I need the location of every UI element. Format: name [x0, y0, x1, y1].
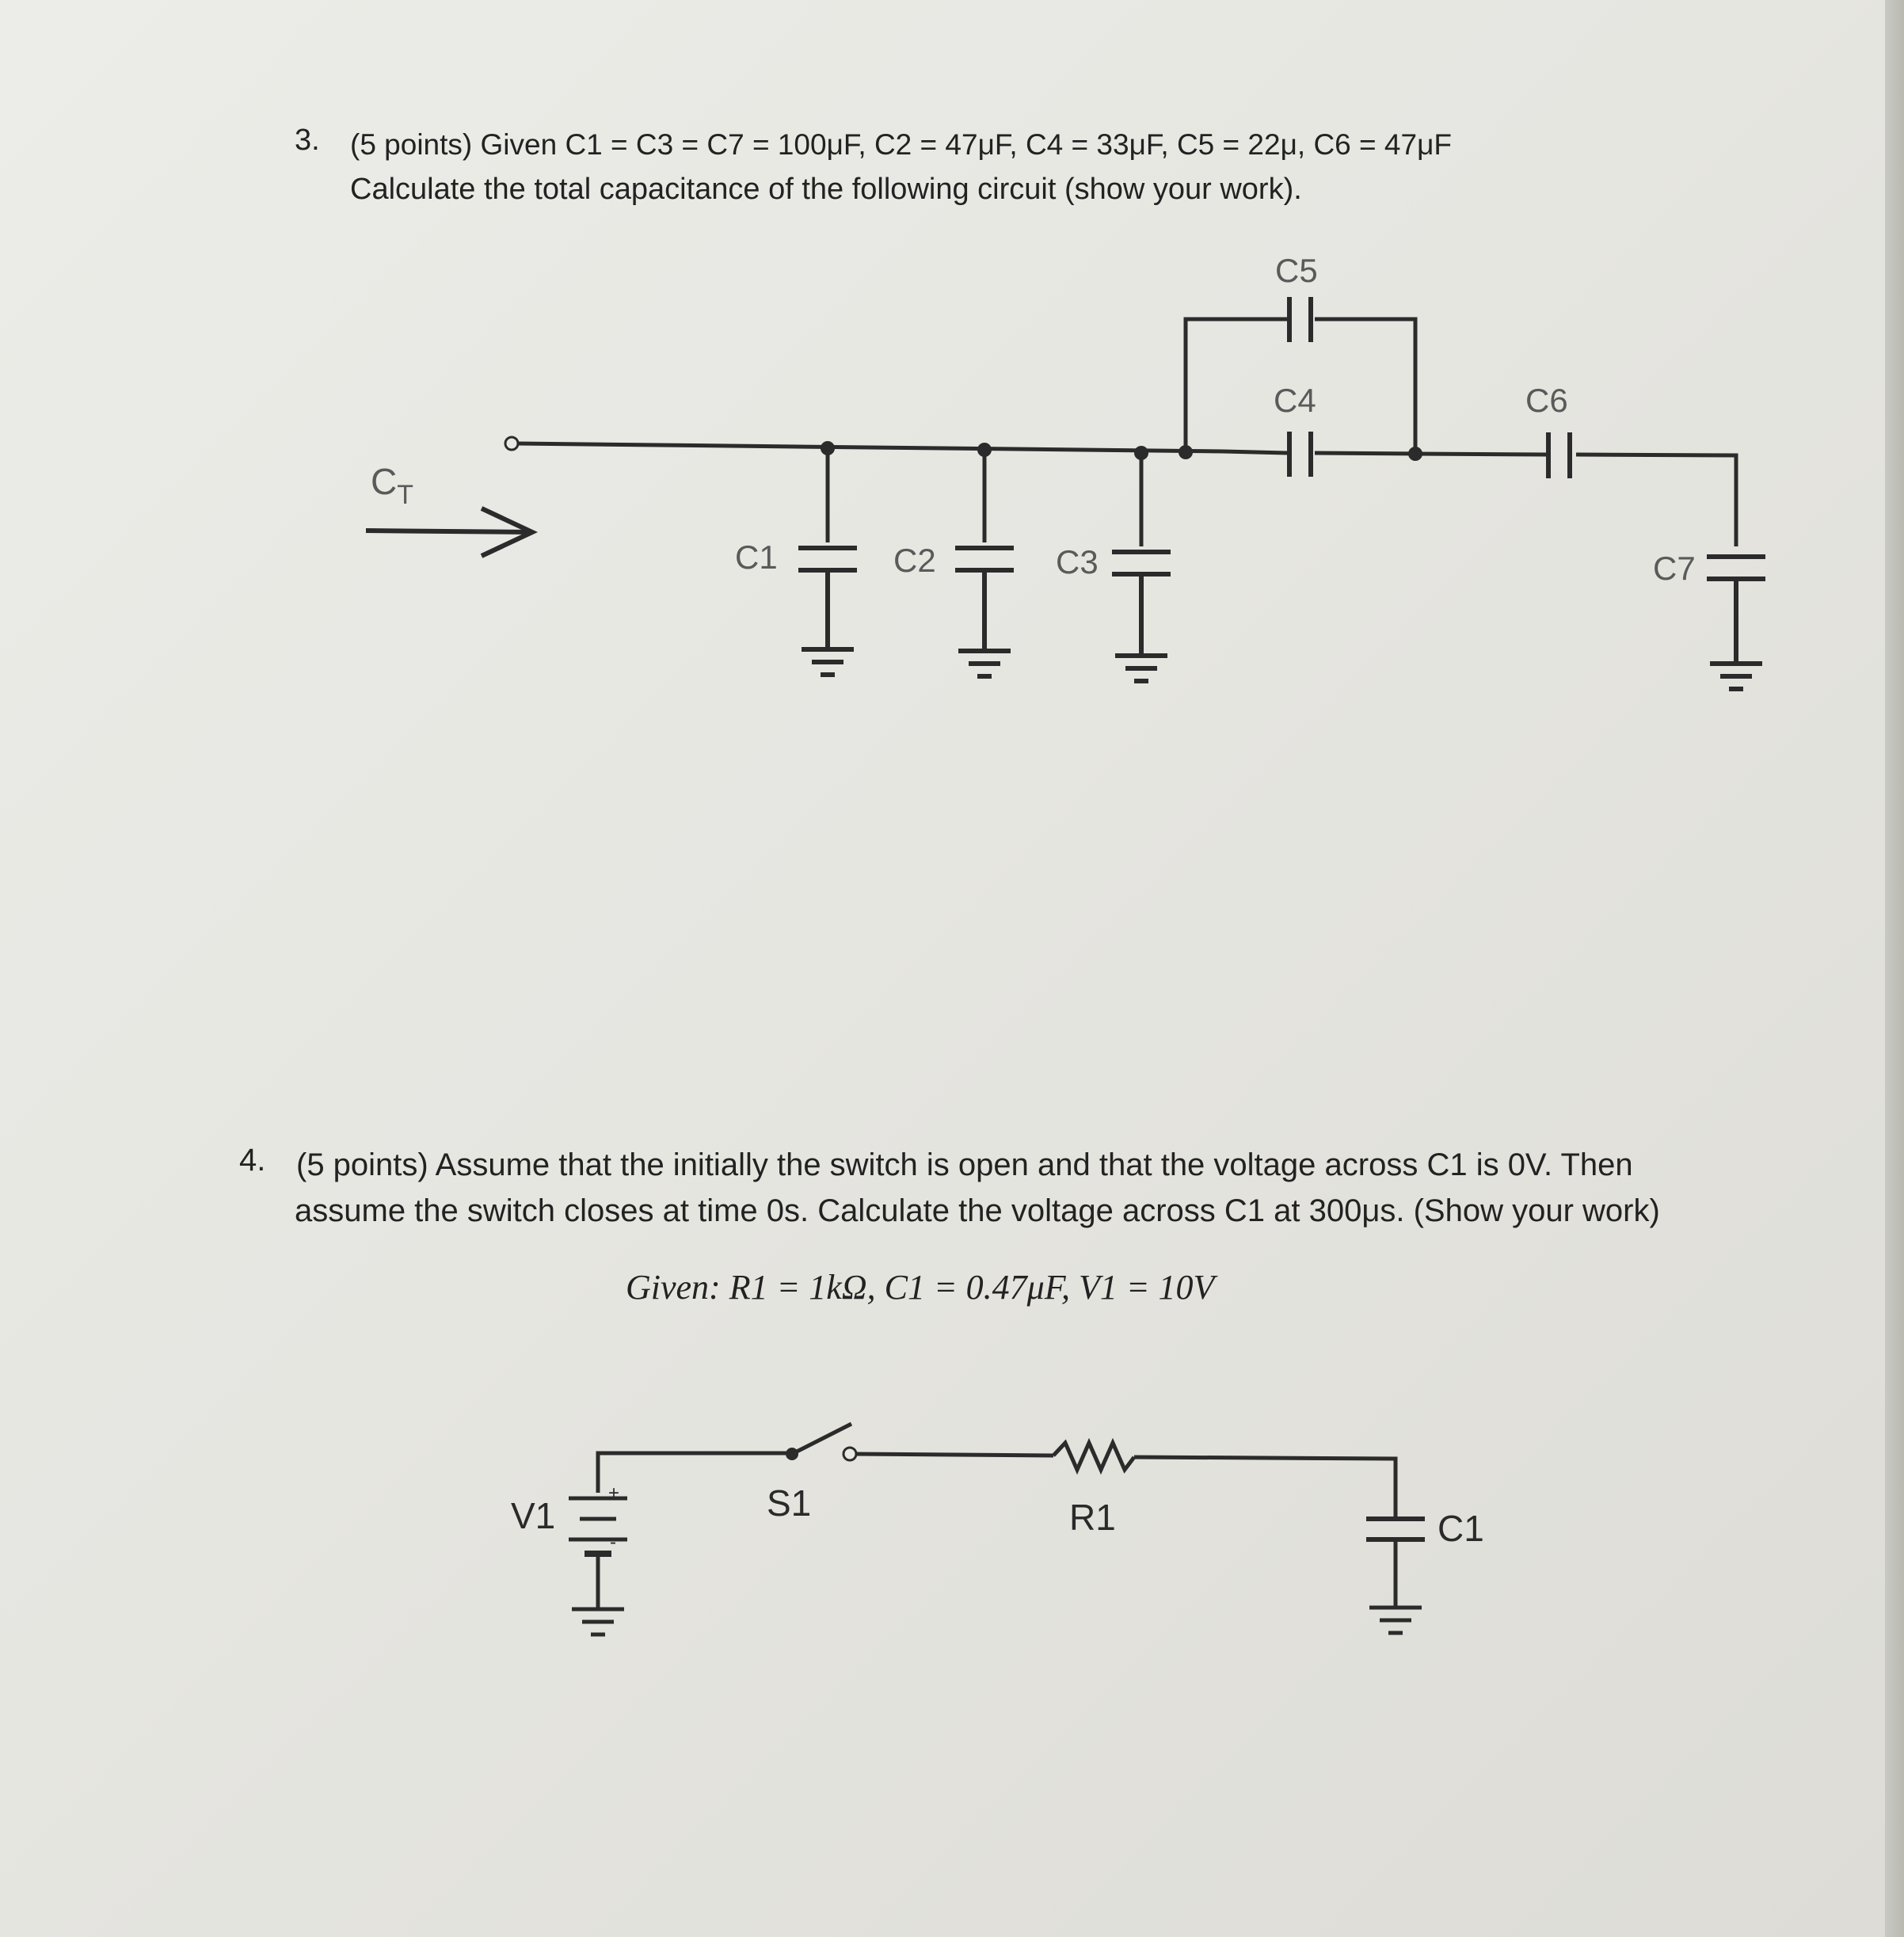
- problem4-line2: assume the switch closes at time 0s. Calculate the voltage across C1 at 300μs. (Show your work): [295, 1193, 1660, 1228]
- problem4-line1: (5 points) Assume that the initially the switch is open and that the voltage across C1 is 0V. Then: [296, 1147, 1633, 1182]
- problem3-number: 3.: [295, 124, 320, 157]
- v1-minus-sign: -: [610, 1532, 616, 1553]
- c7-label: C7: [1653, 550, 1696, 587]
- c1-label: C1: [735, 538, 778, 576]
- c1-cap-label: C1: [1438, 1508, 1484, 1549]
- c3-label: C3: [1056, 543, 1099, 580]
- problem4-given: Given: R1 = 1kΩ, C1 = 0.47μF, V1 = 10V: [626, 1268, 1215, 1307]
- ct-label: $C_T$: [371, 461, 414, 510]
- r1-label: R1: [1069, 1497, 1116, 1538]
- c2-label: C2: [893, 542, 936, 579]
- c4-label: C4: [1274, 382, 1316, 419]
- problem3-instruction: Calculate the total capacitance of the following circuit (show your work).: [350, 173, 1302, 206]
- problem4-number: 4.: [239, 1143, 266, 1178]
- v1-label: V1: [511, 1495, 556, 1536]
- c5-label: C5: [1275, 252, 1318, 289]
- v1-plus-sign: +: [608, 1482, 620, 1504]
- problem3-given-line: (5 points) Given C1 = C3 = C7 = 100μF, C2 = 47μF, C4 = 33μF, C5 = 22μ, C6 = 47μF: [350, 128, 1452, 161]
- s1-label: S1: [767, 1482, 812, 1524]
- c6-label: C6: [1525, 382, 1568, 419]
